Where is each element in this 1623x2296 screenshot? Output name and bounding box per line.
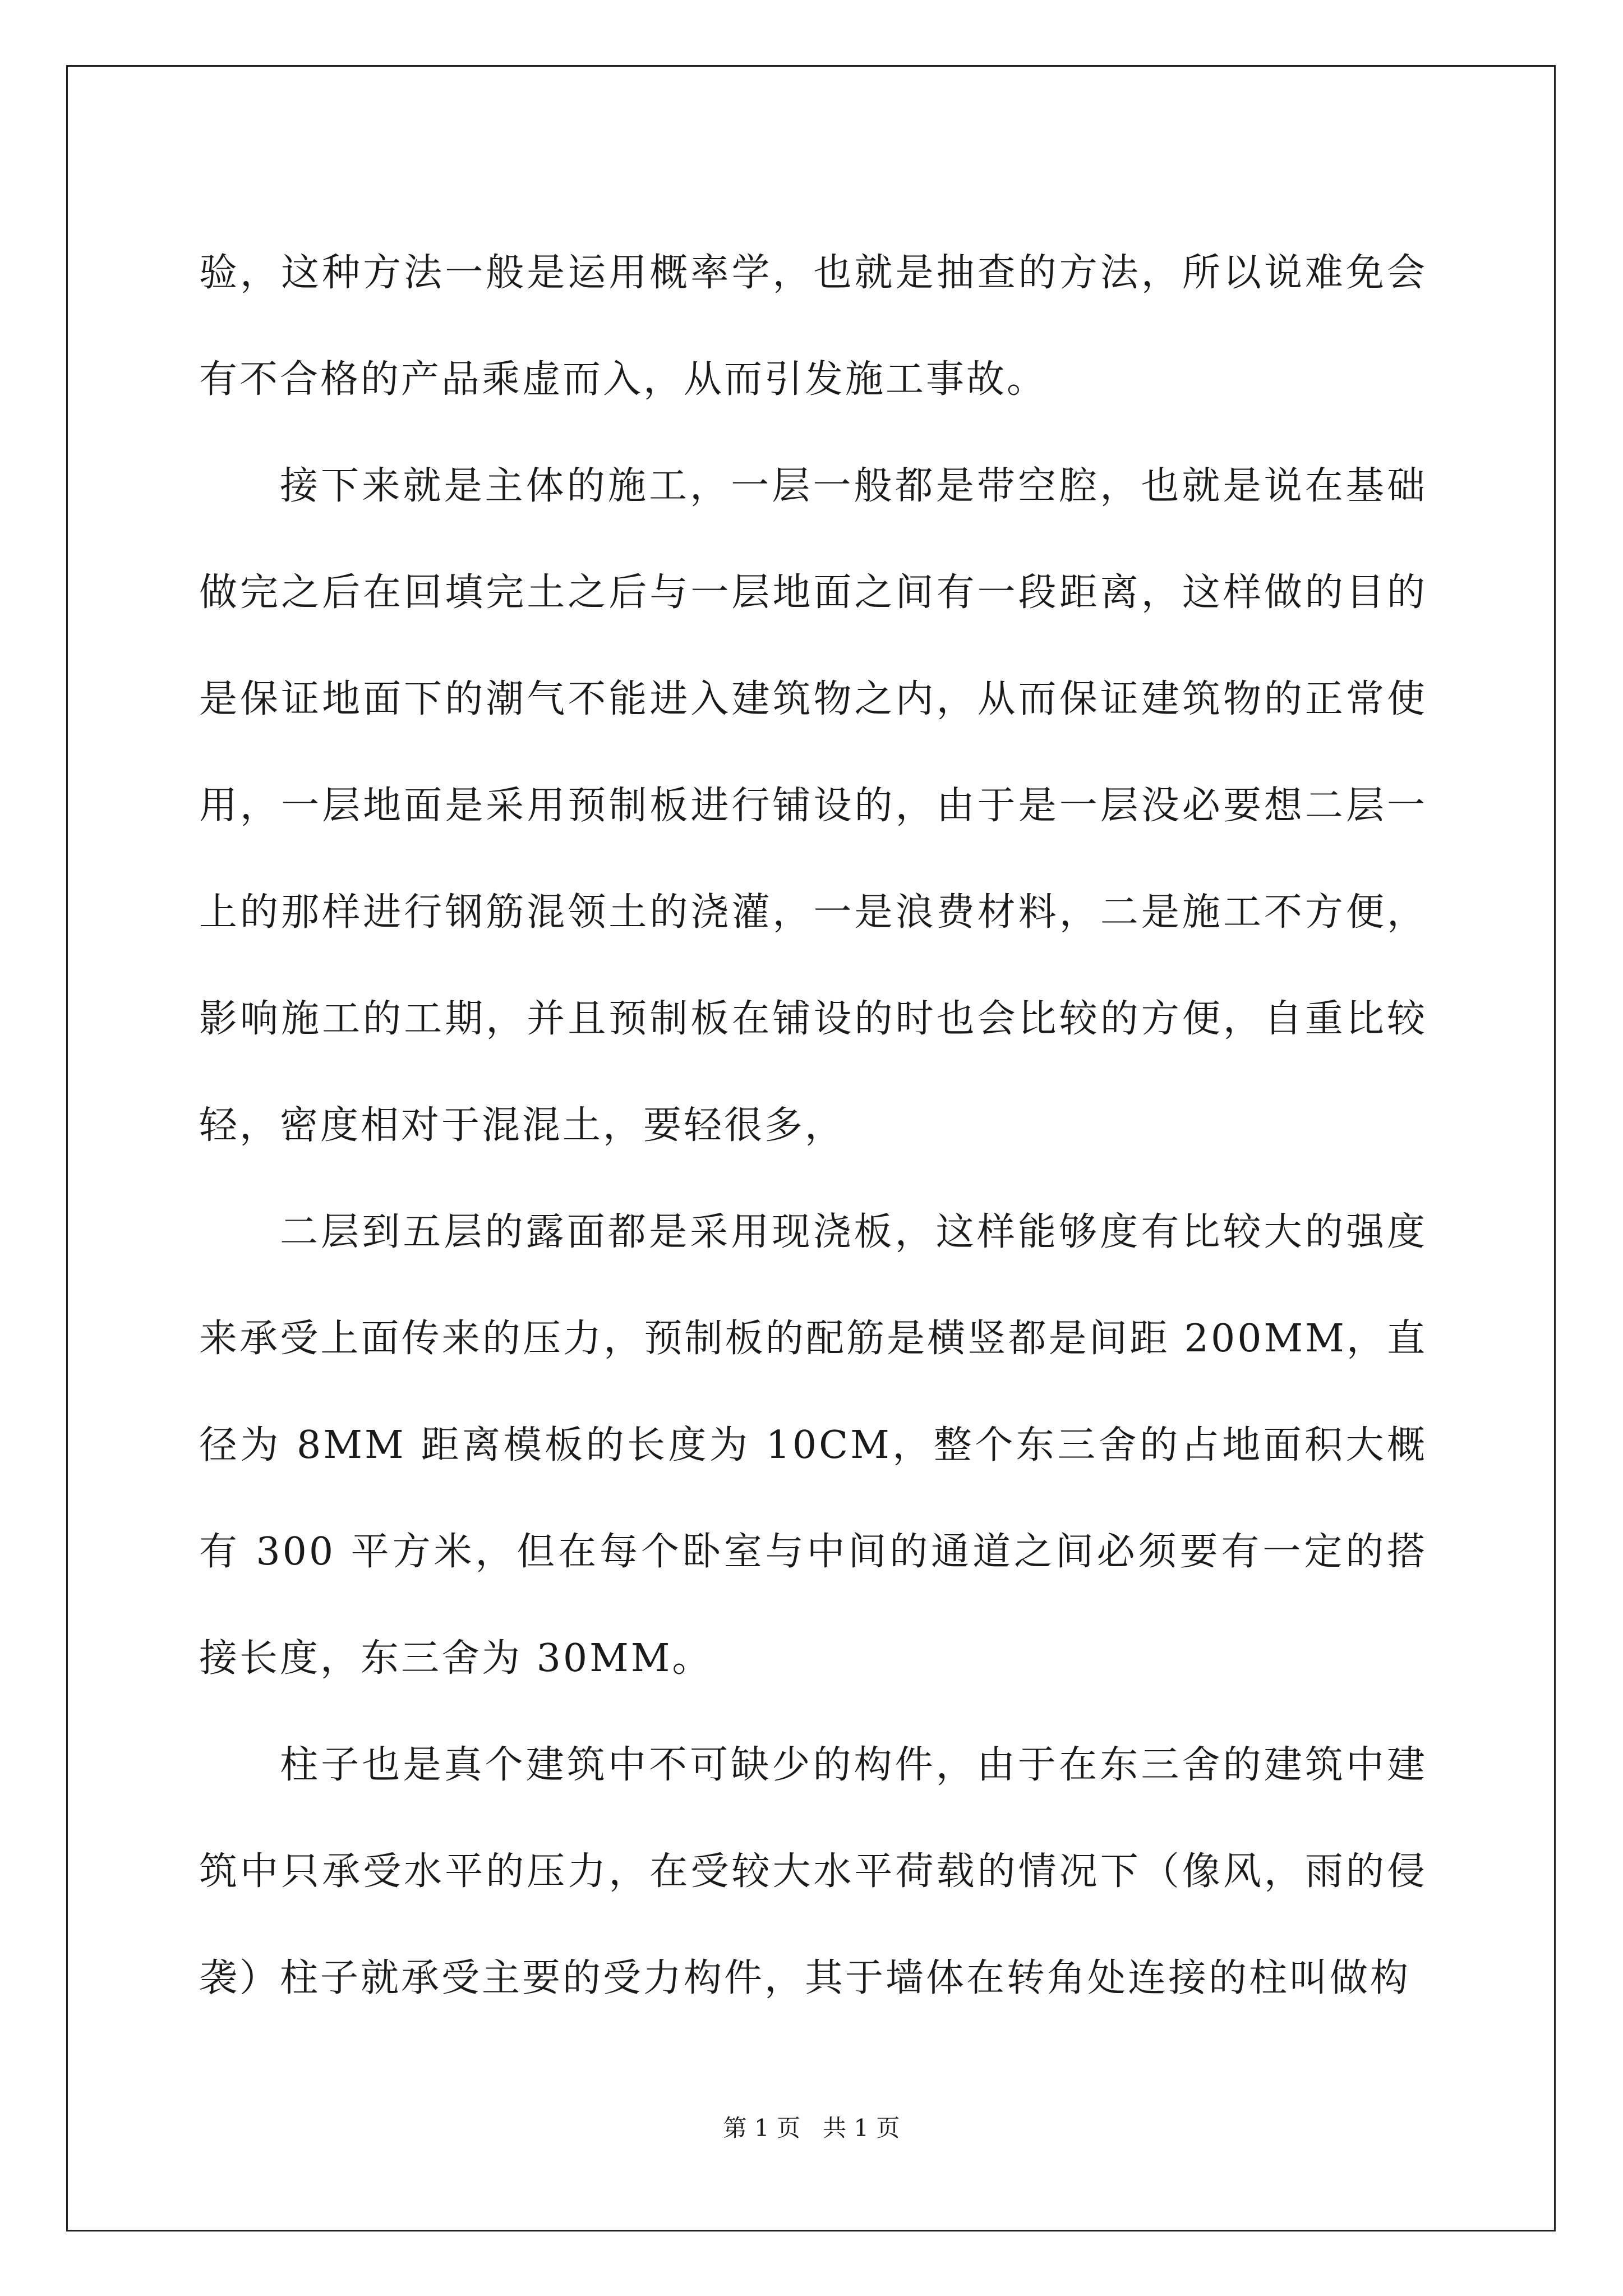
page-number: 第 1 页	[723, 2114, 800, 2142]
paragraph-1: 验，这种方法一般是运用概率学，也就是抽查的方法，所以说难免会有不合格的产品乘虚而入，从而引发施工事故。	[199, 251, 1427, 402]
paragraph-4: 柱子也是真个建筑中不可缺少的构件，由于在东三舍的建筑中建筑中只承受水平的压力，在受较大水平荷载的情况下（像风，雨的侵袭）柱子就承受主要的受力构件，其于墙体在转角处连接的柱叫做构	[199, 1743, 1427, 2000]
page-footer	[0, 2111, 1623, 2145]
page-total: 共 1 页	[823, 2114, 900, 2142]
body-text	[199, 220, 1427, 2032]
paragraph-3: 二层到五层的露面都是采用现浇板，这样能够度有比较大的强度来承受上面传来的压力，预制板的配筋是横竖都是间距 200MM，直径为 8MM 距离模板的长度为 10CM，整个东三舍的占地面积大概有 300 平方米，但在每个卧室与中间的通道之间必须要有一定的搭接长度，东三舍为 30MM。	[199, 1210, 1427, 1681]
paragraph-2: 接下来就是主体的施工，一层一般都是带空腔，也就是说在基础做完之后在回填完土之后与一层地面之间有一段距离，这样做的目的是保证地面下的潮气不能进入建筑物之内，从而保证建筑物的正常使用，一层地面是采用预制板进行铺设的，由于是一层没必要想二层一上的那样进行钢筋混领土的浇灌，一是浪费材料，二是施工不方便，影响施工的工期，并且预制板在铺设的时也会比较的方便，自重比较轻，密度相对于混混土，要轻很多，	[199, 464, 1427, 1148]
